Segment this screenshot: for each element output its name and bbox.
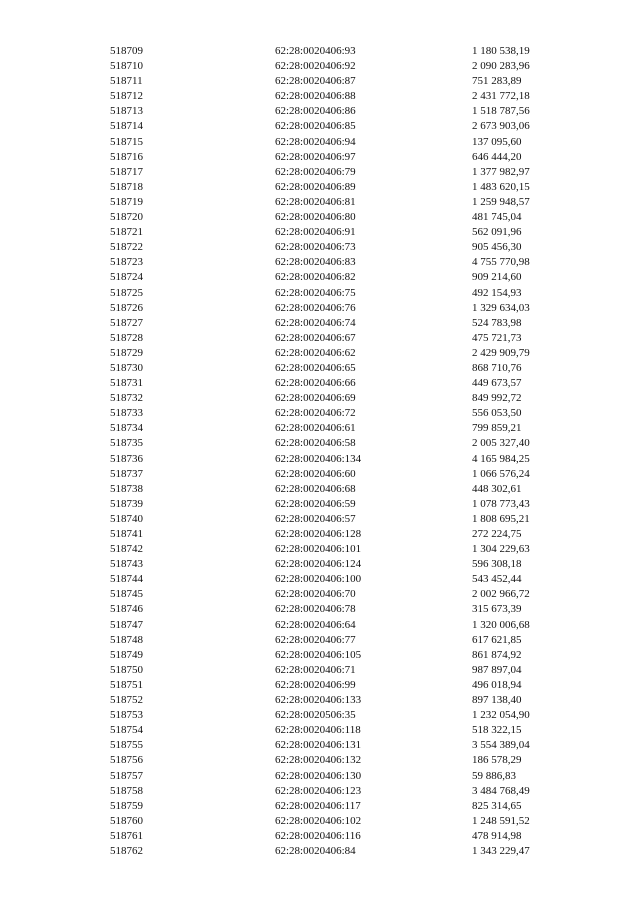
table-row	[110, 104, 572, 119]
cadastral-number-cell: 62:28:0020406:118	[275, 724, 361, 737]
table-row	[110, 723, 572, 738]
cadastral-number-cell: 62:28:0020406:99	[275, 678, 356, 691]
value-cell: 2 005 327,40	[472, 437, 530, 450]
record-number-cell: 518737	[110, 467, 143, 480]
table-row	[110, 255, 572, 270]
record-number-cell: 518761	[110, 829, 143, 842]
record-number-cell: 518755	[110, 739, 143, 752]
record-number-cell: 518712	[110, 90, 143, 103]
value-cell: 524 783,98	[472, 316, 522, 329]
cadastral-number-cell: 62:28:0020506:35	[275, 709, 356, 722]
record-number-cell: 518728	[110, 331, 143, 344]
table-row	[110, 814, 572, 829]
cadastral-number-cell: 62:28:0020406:130	[275, 769, 362, 782]
record-number-cell: 518732	[110, 392, 143, 405]
table-row	[110, 633, 572, 648]
table-row	[110, 618, 572, 633]
table-row	[110, 844, 572, 859]
record-number-cell: 518745	[110, 588, 143, 601]
table-row	[110, 738, 572, 753]
record-number-cell: 518738	[110, 482, 143, 495]
record-number-cell: 518729	[110, 346, 143, 359]
record-number-cell: 518730	[110, 361, 143, 374]
value-cell: 825 314,65	[472, 799, 522, 812]
value-cell: 861 874,92	[472, 648, 522, 661]
table-row	[110, 648, 572, 663]
record-number-cell: 518758	[110, 784, 143, 797]
record-number-cell: 518741	[110, 528, 143, 540]
value-cell: 543 452,44	[472, 573, 522, 586]
table-row	[110, 572, 572, 587]
cadastral-number-cell: 62:28:0020406:66	[275, 377, 356, 390]
table-row	[110, 406, 572, 421]
record-number-cell: 518715	[110, 135, 143, 148]
record-number-cell: 518740	[110, 512, 143, 525]
cadastral-number-cell: 62:28:0020406:100	[275, 573, 362, 586]
value-cell: 518 322,15	[472, 724, 522, 737]
value-cell: 646 444,20	[472, 150, 522, 163]
value-cell: 562 091,96	[472, 226, 522, 239]
cadastral-number-cell: 62:28:0020406:133	[275, 694, 362, 707]
cadastral-number-cell: 62:28:0020406:92	[275, 60, 356, 73]
cadastral-number-cell: 62:28:0020406:105	[275, 648, 362, 661]
table-row	[110, 225, 572, 240]
record-number-cell: 518754	[110, 724, 143, 737]
table-row	[110, 331, 572, 346]
value-cell: 4 755 770,98	[472, 256, 530, 269]
value-cell: 272 224,75	[472, 528, 522, 540]
cadastral-number-cell: 62:28:0020406:94	[275, 135, 356, 148]
table-row	[110, 421, 572, 436]
cadastral-number-cell: 62:28:0020406:116	[275, 829, 361, 842]
record-number-cell: 518709	[110, 45, 143, 57]
record-number-cell: 518711	[110, 75, 143, 88]
table-row	[110, 44, 572, 59]
table-row	[110, 135, 572, 150]
table-row	[110, 180, 572, 195]
table-row	[110, 391, 572, 406]
record-number-cell: 518724	[110, 271, 143, 284]
record-number-cell: 518726	[110, 301, 143, 314]
value-cell: 868 710,76	[472, 361, 522, 374]
value-cell: 478 914,98	[472, 829, 522, 842]
table-row	[110, 512, 572, 527]
value-cell: 481 745,04	[472, 211, 522, 224]
cadastral-number-cell: 62:28:0020406:76	[275, 301, 356, 314]
cadastral-number-cell: 62:28:0020406:101	[275, 543, 362, 556]
table-row	[110, 769, 572, 784]
table-row	[110, 316, 572, 331]
record-number-cell: 518748	[110, 633, 143, 646]
table-row	[110, 678, 572, 693]
cadastral-number-cell: 62:28:0020406:80	[275, 211, 356, 224]
record-number-cell: 518725	[110, 286, 143, 299]
value-cell: 1 329 634,03	[472, 301, 530, 314]
value-cell: 1 518 787,56	[472, 105, 530, 118]
cadastral-number-cell: 62:28:0020406:68	[275, 482, 356, 495]
record-number-cell: 518753	[110, 709, 143, 722]
record-number-cell: 518723	[110, 256, 143, 269]
table-row	[110, 527, 572, 542]
value-cell: 137 095,60	[472, 135, 522, 148]
value-cell: 987 897,04	[472, 663, 522, 676]
cadastral-number-cell: 62:28:0020406:60	[275, 467, 356, 480]
record-number-cell: 518739	[110, 497, 143, 510]
value-cell: 2 002 966,72	[472, 588, 530, 601]
record-number-cell: 518719	[110, 195, 143, 208]
record-number-cell: 518717	[110, 165, 143, 178]
record-number-cell: 518742	[110, 543, 143, 556]
table-row	[110, 587, 572, 602]
record-number-cell: 518710	[110, 60, 143, 73]
value-cell: 475 721,73	[472, 331, 522, 344]
value-cell: 1 248 591,52	[472, 814, 530, 827]
value-cell: 897 138,40	[472, 694, 522, 707]
table-row	[110, 210, 572, 225]
table-row	[110, 119, 572, 134]
cadastral-number-cell: 62:28:0020406:134	[275, 452, 362, 465]
value-cell: 1 377 982,97	[472, 165, 530, 178]
value-cell: 1 304 229,63	[472, 543, 530, 556]
cadastral-number-cell: 62:28:0020406:78	[275, 603, 356, 616]
table-row	[110, 693, 572, 708]
cadastral-number-cell: 62:28:0020406:81	[275, 195, 356, 208]
record-number-cell: 518720	[110, 211, 143, 224]
value-cell: 2 429 909,79	[472, 346, 530, 359]
table-row	[110, 708, 572, 723]
table-row	[110, 784, 572, 799]
cadastral-number-cell: 62:28:0020406:74	[275, 316, 356, 329]
value-cell: 496 018,94	[472, 678, 522, 691]
value-cell: 4 165 984,25	[472, 452, 530, 465]
cadastral-number-cell: 62:28:0020406:91	[275, 226, 356, 239]
table-row	[110, 602, 572, 617]
table-row	[110, 361, 572, 376]
value-cell: 1 078 773,43	[472, 497, 530, 510]
record-number-cell: 518727	[110, 316, 143, 329]
value-cell: 905 456,30	[472, 241, 522, 254]
cadastral-number-cell: 62:28:0020406:82	[275, 271, 356, 284]
cadastral-number-cell: 62:28:0020406:83	[275, 256, 356, 269]
cadastral-number-cell: 62:28:0020406:86	[275, 105, 356, 118]
table-body	[110, 44, 572, 859]
cadastral-number-cell: 62:28:0020406:102	[275, 814, 362, 827]
value-cell: 1 320 006,68	[472, 618, 530, 631]
record-number-cell: 518736	[110, 452, 143, 465]
value-cell: 1 343 229,47	[472, 844, 530, 857]
cadastral-number-cell: 62:28:0020406:93	[275, 45, 356, 57]
table-row	[110, 663, 572, 678]
cadastral-number-cell: 62:28:0020406:72	[275, 407, 356, 420]
value-cell: 799 859,21	[472, 422, 522, 435]
cadastral-number-cell: 62:28:0020406:71	[275, 663, 356, 676]
table-row	[110, 301, 572, 316]
record-number-cell: 518743	[110, 558, 143, 571]
record-number-cell: 518760	[110, 814, 143, 827]
value-cell: 2 431 772,18	[472, 90, 530, 103]
table-row	[110, 240, 572, 255]
table-row	[110, 286, 572, 301]
value-cell: 3 484 768,49	[472, 784, 530, 797]
value-cell: 1 808 695,21	[472, 512, 530, 525]
cadastral-number-cell: 62:28:0020406:88	[275, 90, 356, 103]
value-cell: 1 180 538,19	[472, 45, 530, 57]
cadastral-number-cell: 62:28:0020406:85	[275, 120, 356, 133]
record-number-cell: 518752	[110, 694, 143, 707]
record-number-cell: 518750	[110, 663, 143, 676]
table-row	[110, 376, 572, 391]
cadastral-number-cell: 62:28:0020406:59	[275, 497, 356, 510]
table-row	[110, 89, 572, 104]
cadastral-number-cell: 62:28:0020406:69	[275, 392, 356, 405]
record-number-cell: 518716	[110, 150, 143, 163]
cadastral-number-cell: 62:28:0020406:65	[275, 361, 356, 374]
cadastral-number-cell: 62:28:0020406:73	[275, 241, 356, 254]
value-cell: 596 308,18	[472, 558, 522, 571]
cadastral-number-cell: 62:28:0020406:131	[275, 739, 362, 752]
value-cell: 617 621,85	[472, 633, 522, 646]
value-cell: 3 554 389,04	[472, 739, 530, 752]
cadastral-number-cell: 62:28:0020406:123	[275, 784, 362, 797]
value-cell: 186 578,29	[472, 754, 522, 767]
cadastral-number-cell: 62:28:0020406:87	[275, 75, 356, 88]
table-row	[110, 829, 572, 844]
cadastral-number-cell: 62:28:0020406:132	[275, 754, 362, 767]
table-row	[110, 799, 572, 814]
table-row	[110, 436, 572, 451]
record-number-cell: 518751	[110, 678, 143, 691]
record-number-cell: 518734	[110, 422, 143, 435]
record-number-cell: 518746	[110, 603, 143, 616]
value-cell: 1 259 948,57	[472, 195, 530, 208]
cadastral-number-cell: 62:28:0020406:70	[275, 588, 356, 601]
table-row	[110, 542, 572, 557]
value-cell: 315 673,39	[472, 603, 522, 616]
cadastral-number-cell: 62:28:0020406:117	[275, 799, 361, 812]
record-number-cell: 518731	[110, 377, 143, 390]
cadastral-number-cell: 62:28:0020406:89	[275, 180, 356, 193]
record-number-cell: 518744	[110, 573, 143, 586]
record-number-cell: 518762	[110, 844, 143, 857]
value-cell: 492 154,93	[472, 286, 522, 299]
value-cell: 1 066 576,24	[472, 467, 530, 480]
cadastral-number-cell: 62:28:0020406:64	[275, 618, 356, 631]
record-number-cell: 518733	[110, 407, 143, 420]
record-number-cell: 518713	[110, 105, 143, 118]
record-number-cell: 518757	[110, 769, 143, 782]
table-row	[110, 59, 572, 74]
table-row	[110, 165, 572, 180]
value-cell: 751 283,89	[472, 75, 522, 88]
cadastral-number-cell: 62:28:0020406:62	[275, 346, 356, 359]
data-table	[110, 44, 572, 859]
value-cell: 448 302,61	[472, 482, 522, 495]
value-cell: 59 886,83	[472, 769, 516, 782]
cadastral-number-cell: 62:28:0020406:128	[275, 528, 362, 540]
value-cell: 1 483 620,15	[472, 180, 530, 193]
cadastral-number-cell: 62:28:0020406:75	[275, 286, 356, 299]
table-row	[110, 270, 572, 285]
value-cell: 556 053,50	[472, 407, 522, 420]
table-row	[110, 557, 572, 572]
value-cell: 2 673 903,06	[472, 120, 530, 133]
cadastral-number-cell: 62:28:0020406:77	[275, 633, 356, 646]
record-number-cell: 518721	[110, 226, 143, 239]
cadastral-number-cell: 62:28:0020406:61	[275, 422, 356, 435]
record-number-cell: 518756	[110, 754, 143, 767]
record-number-cell: 518735	[110, 437, 143, 450]
table-row	[110, 452, 572, 467]
value-cell: 449 673,57	[472, 377, 522, 390]
table-row	[110, 346, 572, 361]
cadastral-number-cell: 62:28:0020406:124	[275, 558, 362, 571]
record-number-cell: 518714	[110, 120, 143, 133]
cadastral-number-cell: 62:28:0020406:79	[275, 165, 356, 178]
cadastral-number-cell: 62:28:0020406:67	[275, 331, 356, 344]
table-row	[110, 497, 572, 512]
record-number-cell: 518722	[110, 241, 143, 254]
value-cell: 909 214,60	[472, 271, 522, 284]
record-number-cell: 518749	[110, 648, 143, 661]
table-row	[110, 753, 572, 768]
value-cell: 849 992,72	[472, 392, 522, 405]
cadastral-number-cell: 62:28:0020406:58	[275, 437, 356, 450]
value-cell: 2 090 283,96	[472, 60, 530, 73]
value-cell: 1 232 054,90	[472, 709, 530, 722]
cadastral-number-cell: 62:28:0020406:84	[275, 844, 356, 857]
record-number-cell: 518747	[110, 618, 143, 631]
table-row	[110, 467, 572, 482]
record-number-cell: 518718	[110, 180, 143, 193]
table-row	[110, 195, 572, 210]
cadastral-number-cell: 62:28:0020406:97	[275, 150, 356, 163]
table-row	[110, 482, 572, 497]
cadastral-number-cell: 62:28:0020406:57	[275, 512, 356, 525]
table-row	[110, 150, 572, 165]
table-row	[110, 74, 572, 89]
record-number-cell: 518759	[110, 799, 143, 812]
